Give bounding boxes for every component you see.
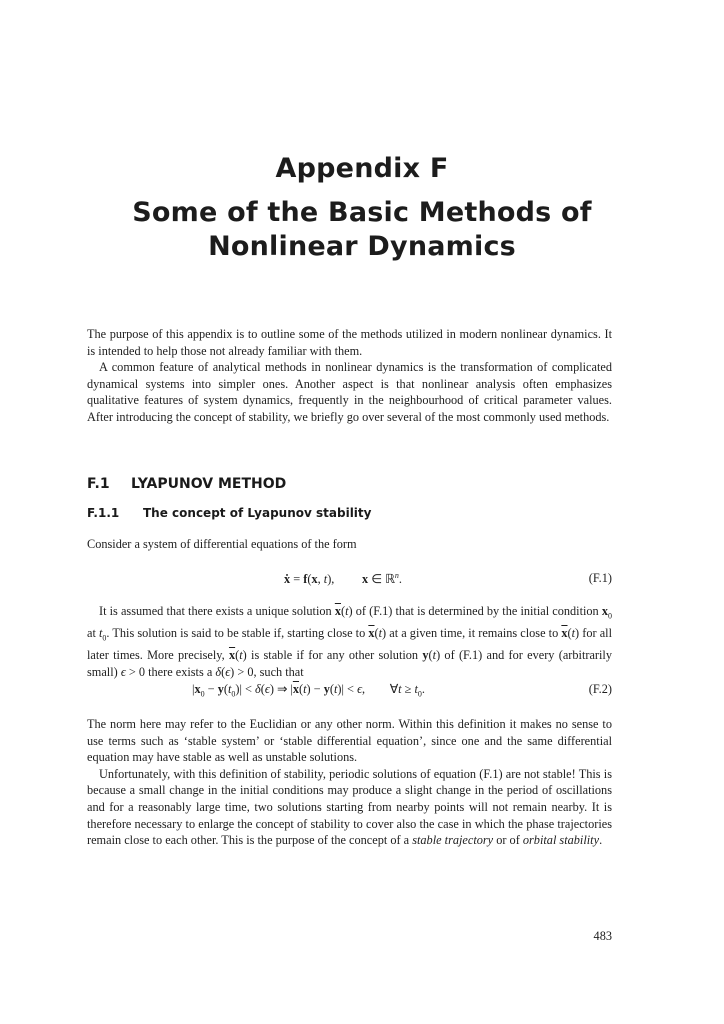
stability-definition-paragraph: It is assumed that there exists a unique solution $\overline{x}(t)$ of (F.1) that is determined by the initial condition $x_0$ at $t_0$. This solution is said to be stable if, starting close to $\overline{x}(t)$ at a given time, it remains close to $\overline{x}(t)$ for all later times. More precisely, $\overline{x}(t)$ is stable if for any other solution y(t) of (F.1) and for every (arbitrarily small) ϵ > 0 there exists a δ(ϵ) > 0, such that bbox=[87, 604, 613, 679]
equation-f2-tag: (F.2) bbox=[588, 682, 612, 696]
subsection-number: F.1.1 bbox=[87, 506, 120, 520]
section-number: F.1 bbox=[87, 476, 110, 492]
norm-p2-start: Unfortunately, with this definition of stability, periodic solutions of equation (F.1) are not stable! This is because a small change in the initial conditions may produce a slight change in the period of oscillations and for a reasonably large time, two solutions starting from nearby points will not remain nearby. It is therefore necessary to enlarge the concept of stability to cover also the case in which the phase trajectories remain close to each other. This is the purpose of the concept of a bbox=[87, 766, 612, 848]
norm-p2-mid: or of bbox=[493, 833, 523, 848]
intro-text bbox=[87, 326, 612, 426]
equation-f1-tag: (F.1) bbox=[588, 571, 612, 585]
chapter-title-line2: Nonlinear Dynamics bbox=[208, 231, 516, 262]
section-title: LYAPUNOV METHOD bbox=[131, 476, 287, 492]
consider-paragraph: Consider a system of differential equations of the form bbox=[87, 537, 357, 551]
intro-paragraph-1: The purpose of this appendix is to outline some of the methods utilized in modern nonlinear dynamics. It is intended to help those not already familiar with them. bbox=[87, 327, 612, 358]
chapter-title-line1: Some of the Basic Methods of bbox=[132, 197, 592, 228]
subsection-title: The concept of Lyapunov stability bbox=[143, 506, 372, 520]
appendix-label: Appendix F bbox=[275, 153, 449, 184]
norm-p2-end: . bbox=[599, 833, 603, 848]
orbital-stability-term: orbital stability bbox=[522, 833, 600, 848]
section-heading bbox=[87, 476, 286, 492]
stable-trajectory-term: stable trajectory bbox=[412, 833, 494, 848]
equation-f2-expression: $|x_0 - y(t_0)| < \delta(\epsilon)$ ⇒ $|\overline{x}(t) - y(t)| < \epsilon$, ∀t ≥ $t_0$. bbox=[192, 682, 425, 699]
stability-definition-text bbox=[87, 603, 612, 680]
subsection-heading bbox=[87, 506, 371, 520]
intro-paragraph-2: A common feature of analytical methods in nonlinear dynamics is the transformation of complicated dynamical systems into simpler ones. Another aspect is that nonlinear analysis often emphasizes qualitative features of system dynamics, frequently in the neighbourhood of critical parameter values. After introducing the concept of stability, we briefly go over several of the most commonly used methods. bbox=[87, 360, 612, 424]
consider-text bbox=[87, 536, 612, 553]
norm-paragraph-1: The norm here may refer to the Euclidian or any other norm. Within this definition it makes no sense to use terms such as ‘stable system’ or ‘stable differential equation’, since one and the same differential equation may have stable as well as unstable solutions. bbox=[87, 717, 612, 765]
norm-paragraph-2 bbox=[87, 766, 612, 849]
norm-text bbox=[87, 716, 612, 849]
page-number: 483 bbox=[593, 929, 612, 943]
equation-f1-expression: ẋ = f(x, t), x ∈ ℝ$^n$. bbox=[284, 571, 402, 587]
